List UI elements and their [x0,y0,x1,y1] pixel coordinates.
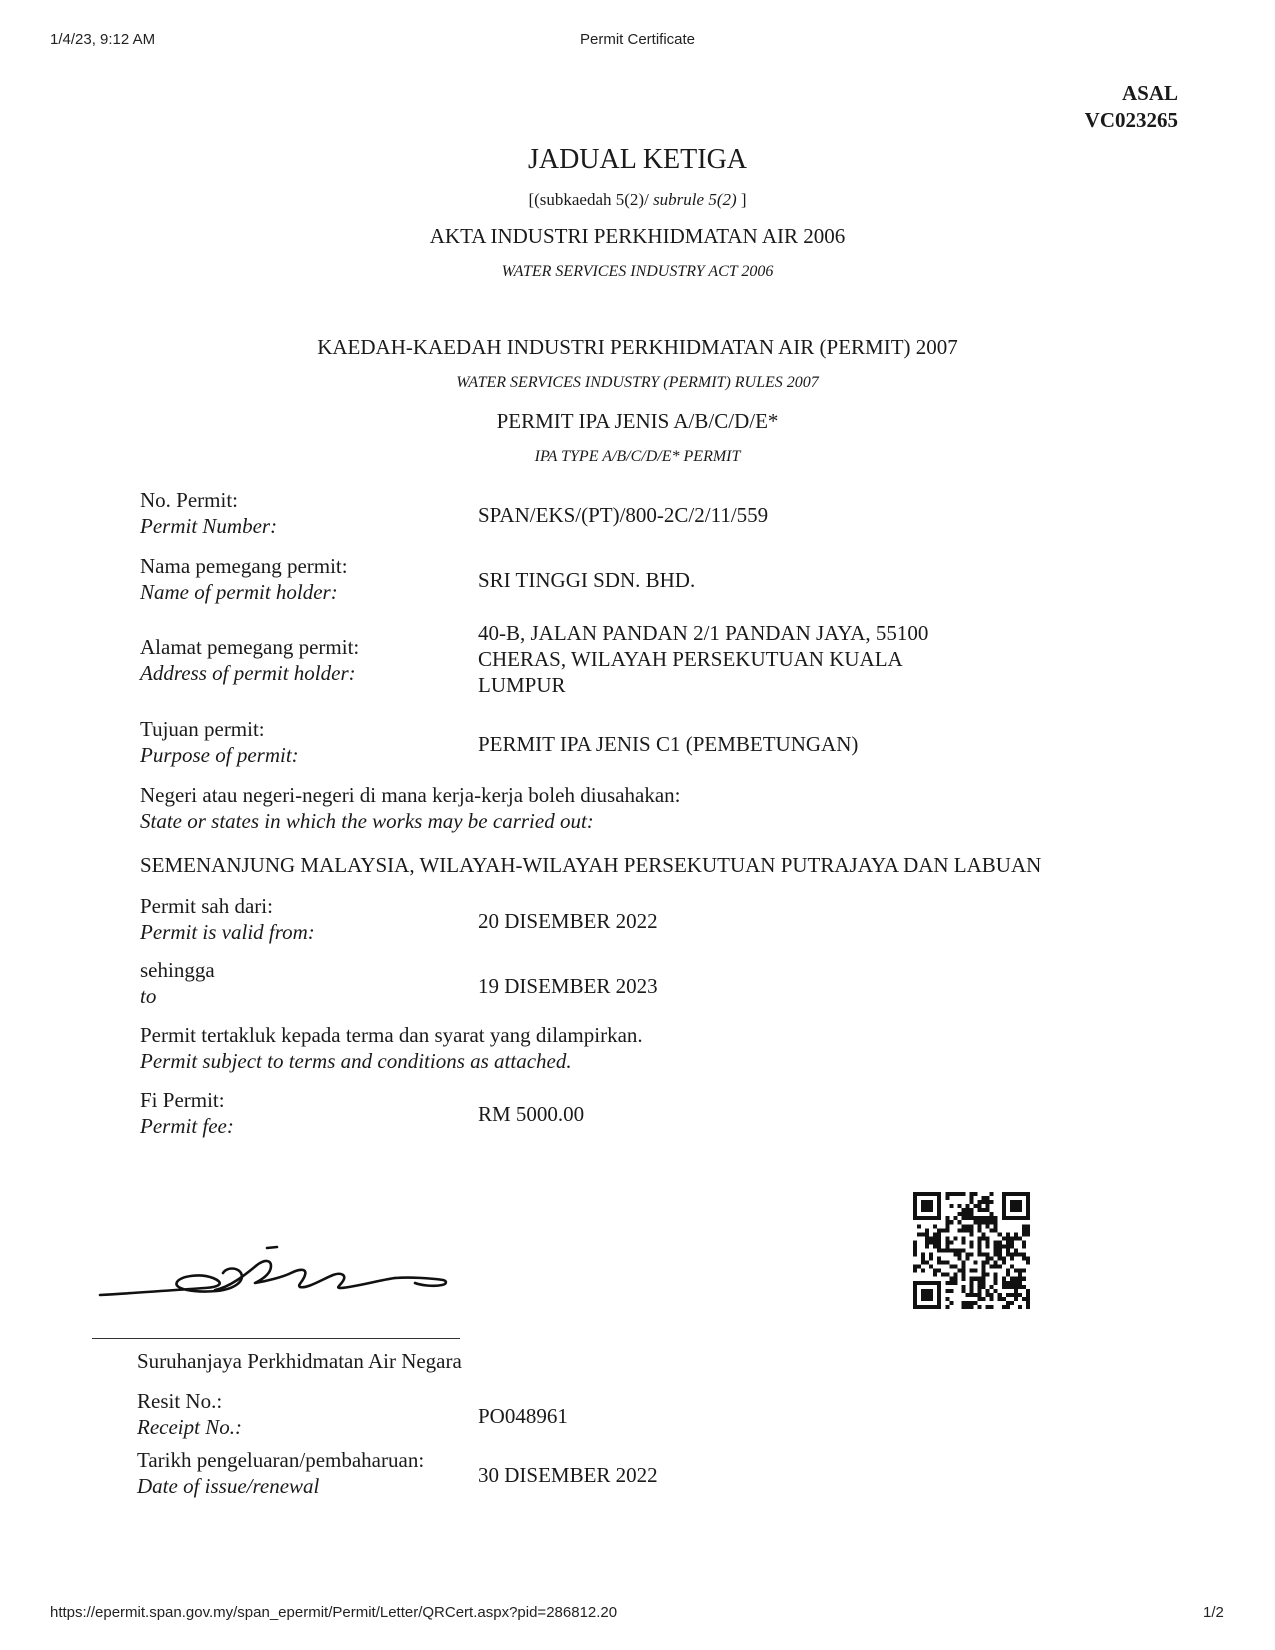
permit-number-value: SPAN/EKS/(PT)/800-2C/2/11/559 [478,503,769,527]
subrule-malay: [(subkaedah 5(2)/ [528,190,654,209]
holder-address-label [140,634,359,686]
valid-to-label [140,957,215,1009]
schedule-title: JADUAL KETIGA [527,144,748,175]
address-line: CHERAS, WILAYAH PERSEKUTUAN KUALA [478,647,903,671]
subrule-close: ] [736,190,747,209]
purpose-label-english: Purpose of permit: [140,743,299,767]
address-line: 40-B, JALAN PANDAN 2/1 PANDAN JAYA, 55100 [478,621,929,645]
purpose-label [140,716,299,768]
permit-number-label-malay: No. Permit: [140,488,238,512]
valid-to-label-english: to [140,984,157,1008]
copy-label: ASAL [1121,81,1178,105]
receipt-label [137,1388,242,1440]
valid-from-value: 20 DISEMBER 2022 [478,909,658,933]
valid-from-label-malay: Permit sah dari: [140,894,273,918]
holder-address-value [478,620,928,698]
rules-english: WATER SERVICES INDUSTRY (PERMIT) RULES 2007 [456,374,819,391]
issue-date-label-malay: Tarikh pengeluaran/pembaharuan: [137,1448,425,1472]
permit-type-malay: PERMIT IPA JENIS A/B/C/D/E* [496,409,779,433]
valid-to-value: 19 DISEMBER 2023 [478,974,658,998]
subrule-note [0,190,1275,210]
subrule-english: subrule 5(2) [653,190,737,209]
handwritten-signature [95,1235,455,1305]
terms-note [140,1022,643,1074]
states-label [140,782,681,834]
receipt-value: PO048961 [478,1404,568,1428]
print-url: https://epermit.span.gov.my/span_epermit/Permit/Letter/QRCert.aspx?pid=286812.20 [50,1604,618,1621]
valid-from-label [140,893,315,945]
terms-malay: Permit tertakluk kepada terma dan syarat yang dilampirkan. [140,1023,643,1047]
holder-address-label-malay: Alamat pemegang permit: [140,635,360,659]
fee-value: RM 5000.00 [478,1102,585,1126]
terms-english: Permit subject to terms and conditions as attached. [140,1049,572,1073]
valid-from-label-english: Permit is valid from: [140,920,315,944]
signatory-organisation: Suruhanjaya Perkhidmatan Air Negara [137,1349,462,1373]
permit-type-english: IPA TYPE A/B/C/D/E* PERMIT [534,448,741,465]
issue-date-label [137,1447,424,1499]
permit-number-label-english: Permit Number: [140,514,278,538]
holder-name-label [140,553,348,605]
qr-code-icon [913,1192,1030,1309]
address-line: LUMPUR [478,673,566,697]
permit-number-label [140,487,277,539]
fee-label-english: Permit fee: [140,1114,234,1138]
print-page-title: Permit Certificate [579,31,696,48]
holder-name-label-malay: Nama pemegang permit: [140,554,348,578]
holder-name-value: SRI TINGGI SDN. BHD. [478,568,696,592]
act-malay: AKTA INDUSTRI PERKHIDMATAN AIR 2006 [429,224,846,248]
holder-name-label-english: Name of permit holder: [140,580,338,604]
purpose-label-malay: Tujuan permit: [140,717,265,741]
rules-malay: KAEDAH-KAEDAH INDUSTRI PERKHIDMATAN AIR (PERMIT) 2007 [317,335,958,359]
states-label-malay: Negeri atau negeri-negeri di mana kerja-kerja boleh diusahakan: [140,783,681,807]
purpose-value: PERMIT IPA JENIS C1 (PEMBETUNGAN) [478,732,859,756]
holder-address-label-english: Address of permit holder: [140,661,356,685]
issue-date-value: 30 DISEMBER 2022 [478,1463,658,1487]
signature-line [92,1338,460,1339]
issue-date-label-english: Date of issue/renewal [137,1474,320,1498]
copy-serial-block [1085,80,1178,134]
states-value: SEMENANJUNG MALAYSIA, WILAYAH-WILAYAH PERSEKUTUAN PUTRAJAYA DAN LABUAN [140,853,1042,877]
serial-number: VC023265 [1084,108,1178,132]
valid-to-label-malay: sehingga [140,958,215,982]
fee-label [140,1087,234,1139]
print-datetime: 1/4/23, 9:12 AM [50,31,156,48]
receipt-label-malay: Resit No.: [137,1389,223,1413]
act-english: WATER SERVICES INDUSTRY ACT 2006 [501,263,774,280]
states-label-english: State or states in which the works may be carried out: [140,809,594,833]
receipt-label-english: Receipt No.: [137,1415,242,1439]
fee-label-malay: Fi Permit: [140,1088,225,1112]
print-page-number: 1/2 [1203,1604,1224,1621]
